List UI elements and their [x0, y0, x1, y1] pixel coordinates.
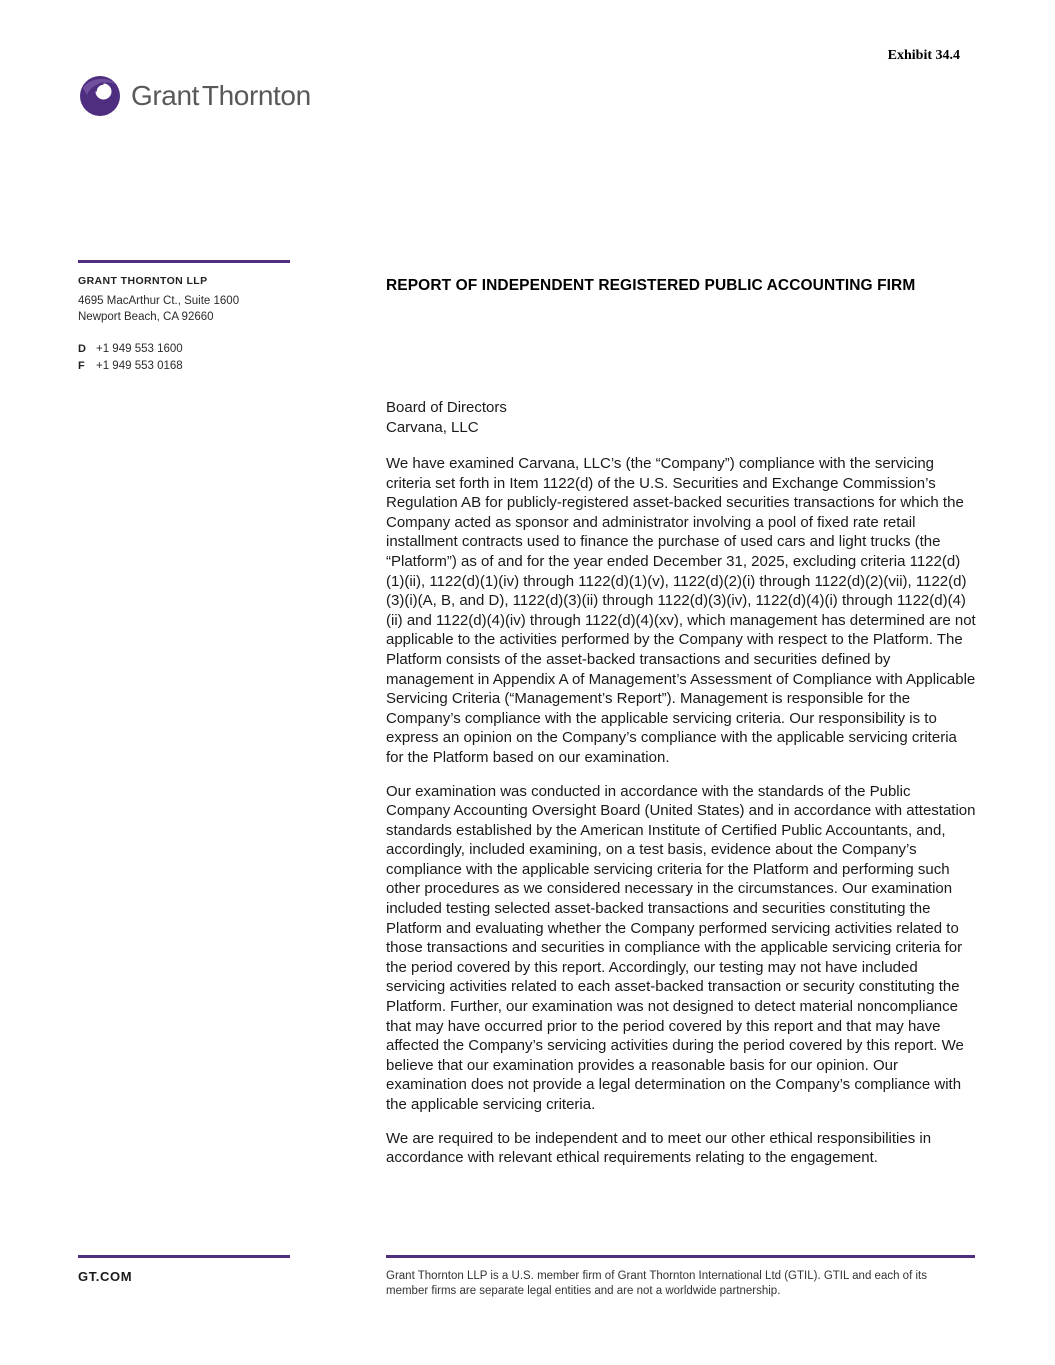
phone-fax-label: F — [78, 360, 85, 372]
addressee-line1: Board of Directors — [386, 399, 507, 416]
report-paragraphs — [386, 454, 976, 1168]
footer-right — [386, 1255, 975, 1299]
letterhead-divider — [78, 260, 290, 263]
phone-fax-number: +1 949 553 0168 — [96, 360, 183, 372]
grant-thornton-logo-icon — [78, 74, 122, 118]
report-title: REPORT OF INDEPENDENT REGISTERED PUBLIC ACCOUNTING FIRM — [386, 277, 916, 294]
report-body — [386, 277, 976, 1168]
exhibit-label: Exhibit 34.4 — [887, 48, 960, 63]
grant-thornton-wordmark: Grant Thornton — [131, 80, 311, 111]
letterhead-address-line1: 4695 MacArthur Ct., Suite 1600 — [78, 295, 240, 307]
addressee-line2: Carvana, LLC — [386, 419, 479, 436]
letterhead-firm-name: GRANT THORNTON LLP — [78, 275, 208, 287]
letterhead — [78, 260, 290, 375]
addressee-block — [386, 398, 976, 438]
report-paragraph-1: We have examined Carvana, LLC’s (the “Company”) compliance with the servicing criteria set forth in Item 1122(d) of the U.S. Securities and Exchange Commission’s Regulation AB for publicly-registered asset-backed securities transactions for which the Company acted as sponsor and administrator involving a pool of fixed rate retail installment contracts used to finance the purchase of used cars and light trucks (the “Platform”) as of and for the year ended December 31, 2025, excluding criteria 1122(d)(1)(ii), 1122(d)(1)(iv) through 1122(d)(1)(v), 1122(d)(2)(i) through 1122(d)(2)(vii), 1122(d)(3)(i)(A, B, and D), 1122(d)(3)(ii) through 1122(d)(3)(iv), 1122(d)(4)(i) through 1122(d)(4)(ii) and 1122(d)(4)(iv) through 1122(d)(4)(xv), which management has determined are not applicable to the activities performed by the Company with respect to the Platform. The Platform consists of the asset-backed transactions and securities defined by management in Appendix A of Management’s Assessment of Compliance with Applicable Servicing Criteria (“Management’s Report”). Management is responsible for the Company’s compliance with the applicable servicing criteria. Our responsibility is to express an opinion on the Company’s compliance with the applicable servicing criteria for the Platform based on our examination. — [386, 455, 976, 766]
phone-fax-row — [78, 358, 290, 375]
grant-thornton-logo — [78, 74, 311, 118]
phone-direct-label: D — [78, 343, 86, 355]
phone-direct-number: +1 949 553 1600 — [96, 343, 183, 355]
letterhead-address-line2: Newport Beach, CA 92660 — [78, 311, 214, 323]
report-paragraph-3: We are required to be independent and to meet our other ethical responsibilities in accordance with relevant ethical requirements relating to the engagement. — [386, 1129, 932, 1167]
footer-left-divider — [78, 1255, 290, 1258]
footer-left — [78, 1255, 290, 1284]
footer-right-divider — [386, 1255, 975, 1258]
footer-disclaimer: Grant Thornton LLP is a U.S. member firm of Grant Thornton International Ltd (GTIL). GTIL and each of its member firms are separate legal entities and are not a worldwide partnership. — [386, 1270, 927, 1297]
phone-direct-row — [78, 341, 290, 358]
gtcom-link: GT.COM — [78, 1269, 133, 1284]
report-paragraph-2: Our examination was conducted in accordance with the standards of the Public Company Accounting Oversight Board (United States) and in accordance with attestation standards established by the American Institute of Certified Public Accountants, and, accordingly, included examining, on a test basis, evidence about the Company’s compliance with the applicable servicing criteria for the Platform and performing such other procedures as we considered necessary in the circumstances. Our examination included testing selected asset-backed transactions and securities constituting the Platform and evaluating whether the Company performed servicing activities related to those transactions and securities in compliance with the applicable servicing criteria for the period covered by this report. Accordingly, our testing may not have included servicing activities related to each asset-backed transaction or security constituting the Platform. Further, our examination was not designed to detect material noncompliance that may have occurred prior to the period covered by this report and that may have affected the Company’s servicing activities during the period covered by this report. We believe that our examination provides a reasonable basis for our opinion. Our examination does not provide a legal determination on the Company’s compliance with the applicable servicing criteria. — [386, 782, 976, 1113]
